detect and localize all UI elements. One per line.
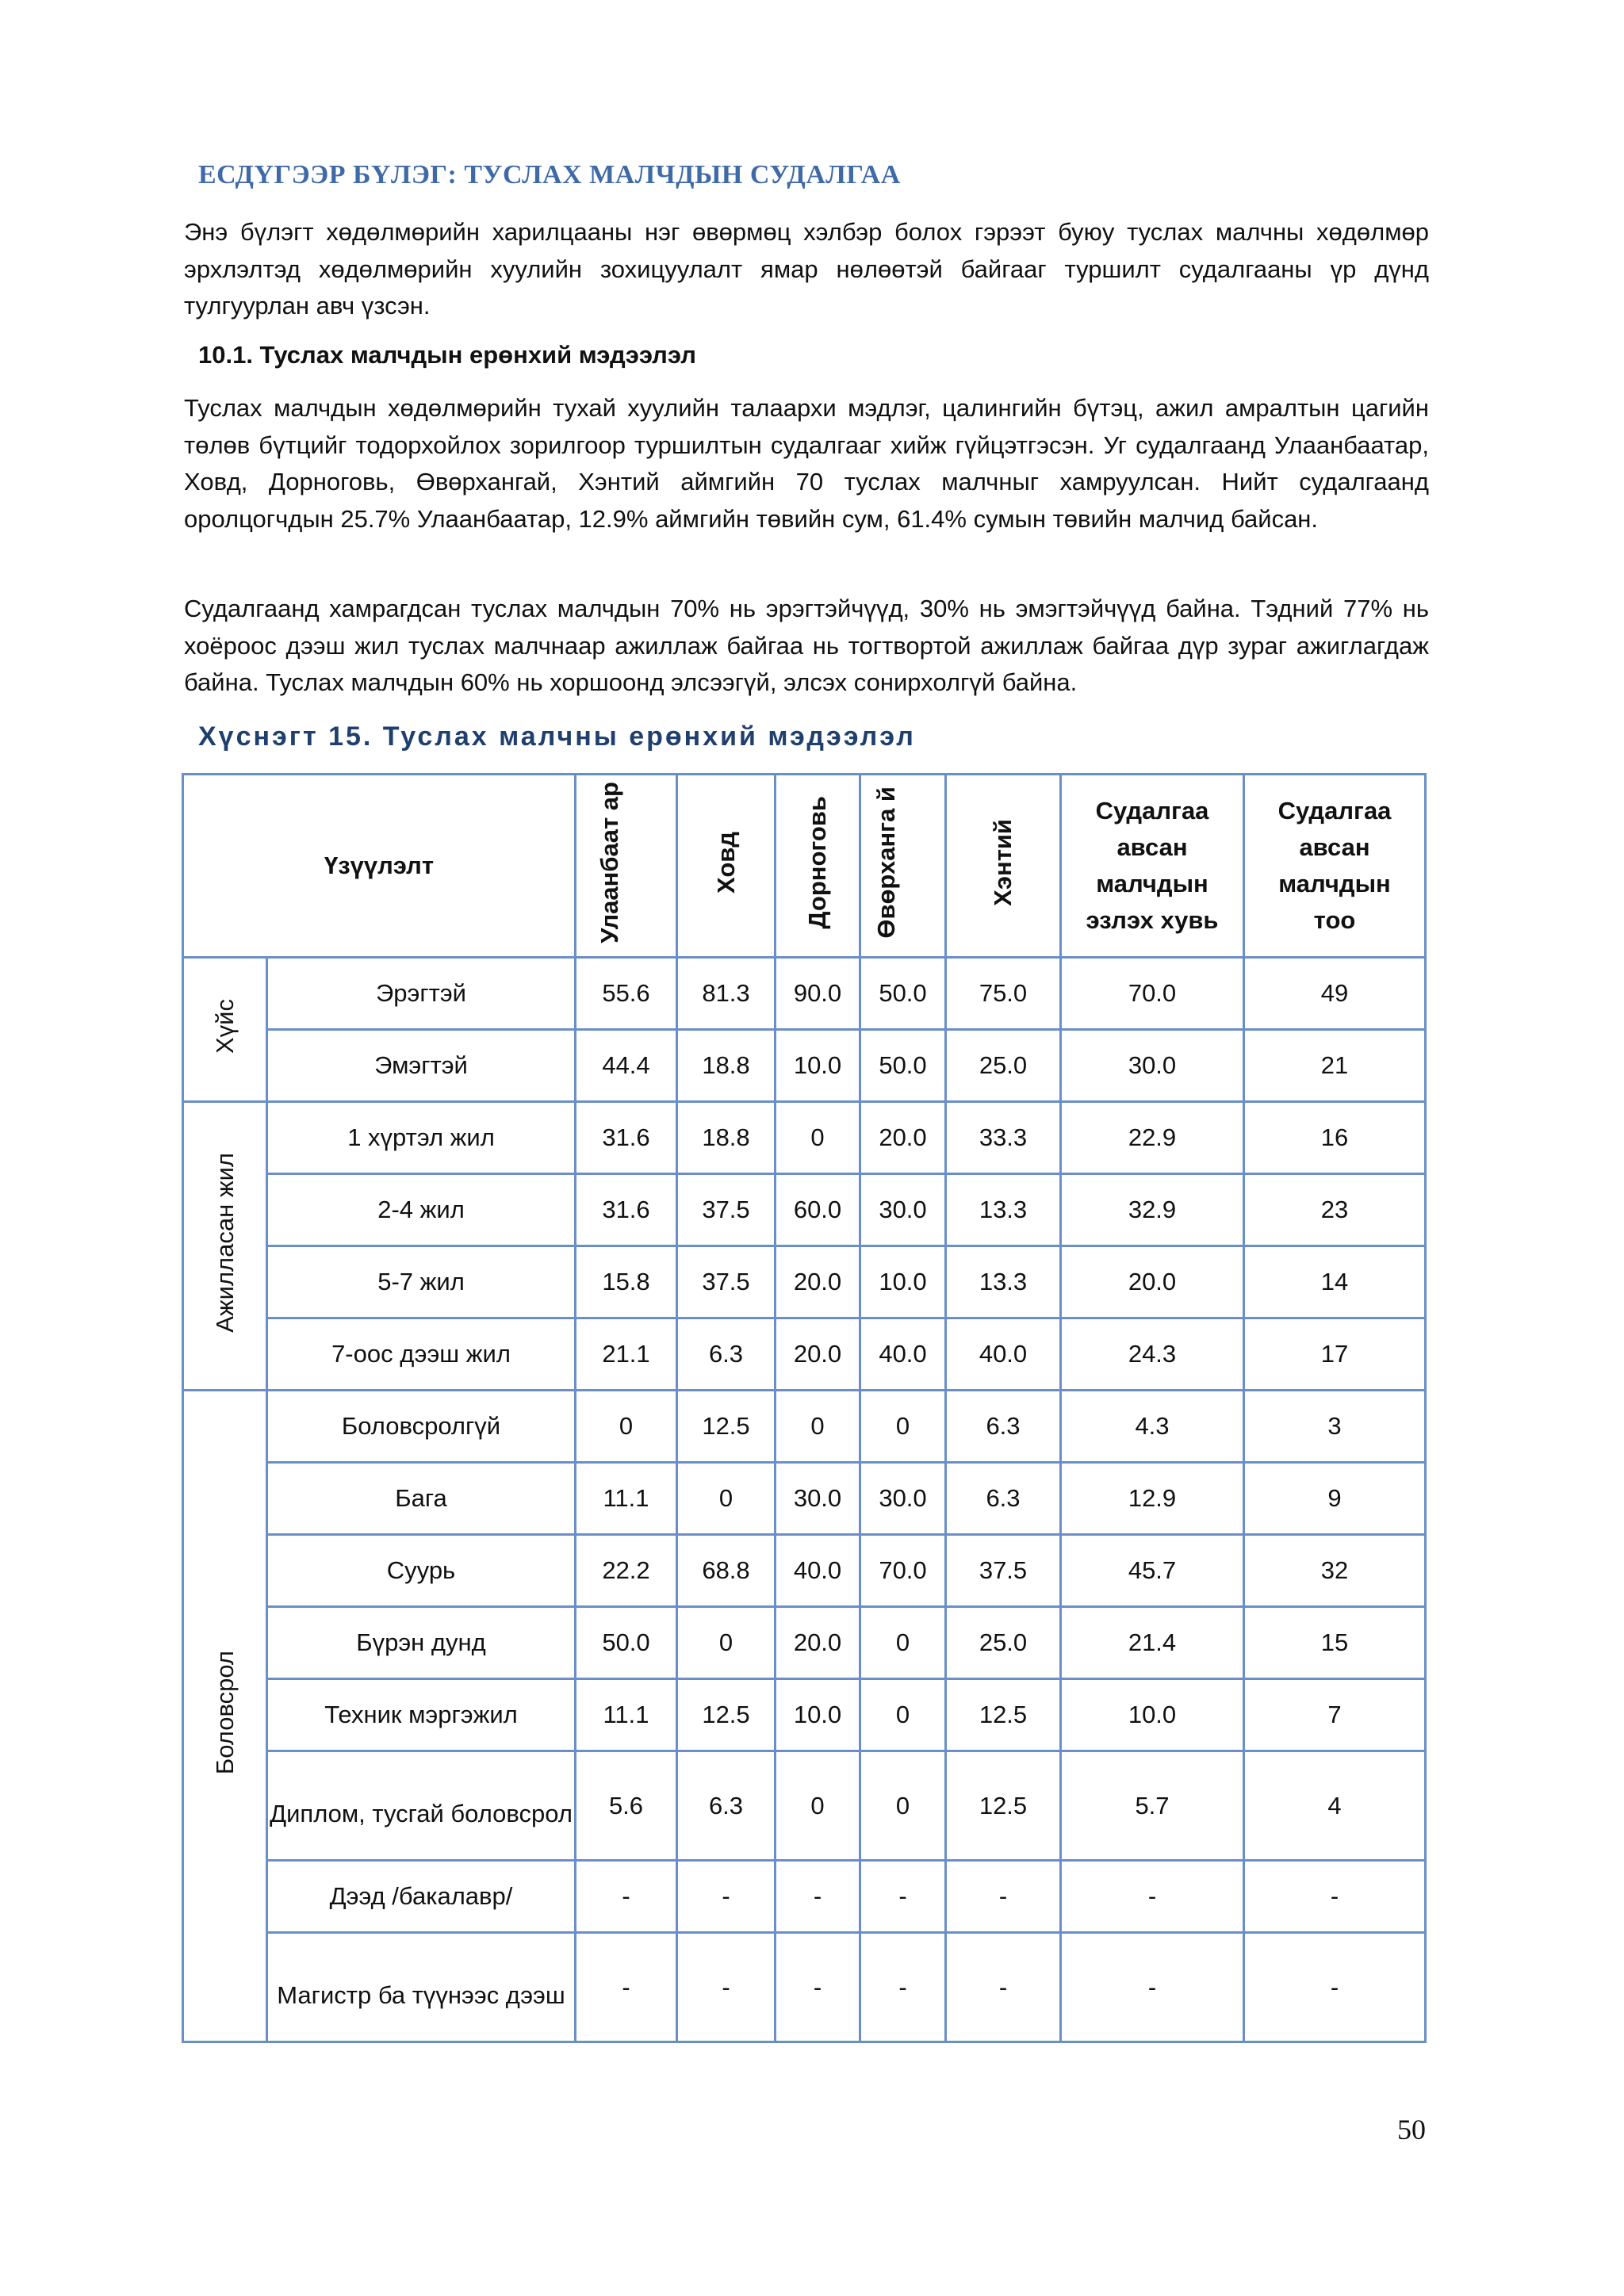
- cell-dornogovi: 30.0: [776, 1463, 860, 1535]
- header-ulaanbaatar: Улаанбаат ар: [576, 775, 677, 958]
- header-count: Судалгаа авсан малчдын тоо: [1244, 775, 1426, 958]
- cell-khentii: 40.0: [946, 1318, 1061, 1391]
- cell-khovd: 18.8: [677, 1102, 776, 1174]
- cell-ulaanbaatar: 50.0: [576, 1607, 677, 1679]
- row-label: Эмэгтэй: [267, 1030, 576, 1102]
- cell-khentii: 12.5: [946, 1751, 1061, 1861]
- cell-ulaanbaatar: -: [576, 1933, 677, 2042]
- intro-paragraph: Энэ бүлэгт хөдөлмөрийн харилцааны нэг өвөрмөц хэлбэр болох гэрээт буюу туслах малчны хөдөлмөр эрхлэлтэд хөдөлмөрийн хуулийн зохицуулалт ямар нөлөөтэй байгааг туршилт судалгааны үр дүнд тулгуурлан авч үзсэн.: [184, 218, 1429, 320]
- row-label: 5-7 жил: [267, 1246, 576, 1318]
- cell-khovd: 18.8: [677, 1030, 776, 1102]
- cell-khentii: 12.5: [946, 1679, 1061, 1751]
- cell-dornogovi: -: [776, 1861, 860, 1933]
- cell-share: 4.3: [1061, 1391, 1244, 1463]
- table-row: [183, 1174, 1426, 1246]
- cell-uvurkhangai: 0: [860, 1391, 946, 1463]
- cell-dornogovi: 20.0: [776, 1246, 860, 1318]
- cell-khentii: 25.0: [946, 1607, 1061, 1679]
- cell-khovd: 6.3: [677, 1751, 776, 1861]
- cell-count: 23: [1244, 1174, 1426, 1246]
- cell-ulaanbaatar: 15.8: [576, 1246, 677, 1318]
- cell-uvurkhangai: 20.0: [860, 1102, 946, 1174]
- table-row: [183, 958, 1426, 1030]
- cell-khentii: 25.0: [946, 1030, 1061, 1102]
- cell-share: 5.7: [1061, 1751, 1244, 1861]
- cell-uvurkhangai: 50.0: [860, 958, 946, 1030]
- cell-ulaanbaatar: -: [576, 1861, 677, 1933]
- cell-uvurkhangai: 0: [860, 1679, 946, 1751]
- header-share: Судалгаа авсан малчдын эзлэх хувь: [1061, 775, 1244, 958]
- cell-khentii: 33.3: [946, 1102, 1061, 1174]
- cell-dornogovi: 60.0: [776, 1174, 860, 1246]
- cell-uvurkhangai: 0: [860, 1751, 946, 1861]
- cell-count: -: [1244, 1861, 1426, 1933]
- cell-uvurkhangai: 70.0: [860, 1535, 946, 1607]
- cell-dornogovi: -: [776, 1933, 860, 2042]
- cell-share: 24.3: [1061, 1318, 1244, 1391]
- chapter-title: ЕСДҮГЭЭР БҮЛЭГ: ТУСЛАХ МАЛЧДЫН СУДАЛГАА: [198, 160, 901, 189]
- cell-ulaanbaatar: 55.6: [576, 958, 677, 1030]
- cell-share: 70.0: [1061, 958, 1244, 1030]
- table-row: [183, 1861, 1426, 1933]
- cell-khentii: 75.0: [946, 958, 1061, 1030]
- table-row: [183, 1535, 1426, 1607]
- cell-dornogovi: 90.0: [776, 958, 860, 1030]
- cell-ulaanbaatar: 5.6: [576, 1751, 677, 1861]
- cell-khentii: 6.3: [946, 1391, 1061, 1463]
- row-label: Магистр ба түүнээс дээш: [267, 1933, 576, 2042]
- row-label: 2-4 жил: [267, 1174, 576, 1246]
- cell-count: 16: [1244, 1102, 1426, 1174]
- header-uvurkhangai: Өвөрханга й: [860, 775, 946, 958]
- group-sex: Хүйс: [183, 958, 267, 1102]
- cell-dornogovi: 20.0: [776, 1318, 860, 1391]
- cell-khovd: 37.5: [677, 1174, 776, 1246]
- header-dornogovi: Дорноговь: [776, 775, 860, 958]
- cell-ulaanbaatar: 21.1: [576, 1318, 677, 1391]
- page-number: 50: [1397, 2114, 1426, 2145]
- group-education: Боловсрол: [183, 1391, 267, 2042]
- cell-share: -: [1061, 1933, 1244, 2042]
- cell-khentii: 13.3: [946, 1174, 1061, 1246]
- cell-share: 45.7: [1061, 1535, 1244, 1607]
- table-row: [183, 1679, 1426, 1751]
- cell-dornogovi: 0: [776, 1102, 860, 1174]
- cell-count: 21: [1244, 1030, 1426, 1102]
- table-row: [183, 1463, 1426, 1535]
- cell-ulaanbaatar: 22.2: [576, 1535, 677, 1607]
- table-caption: Хүснэгт 15. Туслах малчны ерөнхий мэдээлэл: [198, 721, 916, 752]
- cell-dornogovi: 10.0: [776, 1679, 860, 1751]
- cell-count: 3: [1244, 1391, 1426, 1463]
- herders-table: [182, 773, 1427, 2043]
- header-indicator: Үзүүлэлт: [183, 775, 576, 958]
- cell-uvurkhangai: 50.0: [860, 1030, 946, 1102]
- table-row: [183, 1607, 1426, 1679]
- row-label: Эрэгтэй: [267, 958, 576, 1030]
- table-row: [183, 1933, 1426, 2042]
- table-row: [183, 1102, 1426, 1174]
- row-label: Бүрэн дунд: [267, 1607, 576, 1679]
- cell-ulaanbaatar: 44.4: [576, 1030, 677, 1102]
- cell-dornogovi: 10.0: [776, 1030, 860, 1102]
- header-khovd: Ховд: [677, 775, 776, 958]
- cell-share: -: [1061, 1861, 1244, 1933]
- cell-khentii: 13.3: [946, 1246, 1061, 1318]
- cell-khovd: -: [677, 1933, 776, 2042]
- cell-uvurkhangai: -: [860, 1933, 946, 2042]
- group-years: Ажилласан жил: [183, 1102, 267, 1391]
- header-khentii: Хэнтий: [946, 775, 1061, 958]
- cell-dornogovi: 40.0: [776, 1535, 860, 1607]
- cell-count: 15: [1244, 1607, 1426, 1679]
- cell-khovd: 68.8: [677, 1535, 776, 1607]
- cell-ulaanbaatar: 0: [576, 1391, 677, 1463]
- cell-khovd: -: [677, 1861, 776, 1933]
- cell-uvurkhangai: 0: [860, 1607, 946, 1679]
- cell-dornogovi: 0: [776, 1751, 860, 1861]
- cell-khovd: 0: [677, 1607, 776, 1679]
- cell-uvurkhangai: 30.0: [860, 1174, 946, 1246]
- cell-uvurkhangai: 10.0: [860, 1246, 946, 1318]
- cell-count: 14: [1244, 1246, 1426, 1318]
- cell-share: 32.9: [1061, 1174, 1244, 1246]
- table-row: [183, 1246, 1426, 1318]
- cell-ulaanbaatar: 11.1: [576, 1679, 677, 1751]
- row-label: 7-оос дээш жил: [267, 1318, 576, 1391]
- cell-khovd: 12.5: [677, 1391, 776, 1463]
- table-row: [183, 1318, 1426, 1391]
- row-label: 1 хүртэл жил: [267, 1102, 576, 1174]
- cell-share: 30.0: [1061, 1030, 1244, 1102]
- cell-dornogovi: 20.0: [776, 1607, 860, 1679]
- cell-khovd: 37.5: [677, 1246, 776, 1318]
- row-label: Боловсролгүй: [267, 1391, 576, 1463]
- cell-uvurkhangai: 40.0: [860, 1318, 946, 1391]
- cell-share: 21.4: [1061, 1607, 1244, 1679]
- cell-ulaanbaatar: 31.6: [576, 1102, 677, 1174]
- cell-share: 22.9: [1061, 1102, 1244, 1174]
- cell-count: 9: [1244, 1463, 1426, 1535]
- row-label: Дээд /бакалавр/: [267, 1861, 576, 1933]
- cell-share: 10.0: [1061, 1679, 1244, 1751]
- cell-count: 49: [1244, 958, 1426, 1030]
- table-row: [183, 1751, 1426, 1861]
- cell-ulaanbaatar: 11.1: [576, 1463, 677, 1535]
- cell-share: 20.0: [1061, 1246, 1244, 1318]
- row-label: Диплом, тусгай боловсрол: [267, 1751, 576, 1861]
- table-row: [183, 1030, 1426, 1102]
- cell-khentii: 37.5: [946, 1535, 1061, 1607]
- cell-khovd: 81.3: [677, 958, 776, 1030]
- cell-count: 32: [1244, 1535, 1426, 1607]
- cell-khentii: -: [946, 1933, 1061, 2042]
- cell-uvurkhangai: 30.0: [860, 1463, 946, 1535]
- table-header-row: [183, 775, 1426, 958]
- cell-count: 4: [1244, 1751, 1426, 1861]
- cell-count: 17: [1244, 1318, 1426, 1391]
- cell-uvurkhangai: -: [860, 1861, 946, 1933]
- cell-khovd: 6.3: [677, 1318, 776, 1391]
- cell-khentii: 6.3: [946, 1463, 1061, 1535]
- cell-share: 12.9: [1061, 1463, 1244, 1535]
- row-label: Суурь: [267, 1535, 576, 1607]
- cell-khovd: 0: [677, 1463, 776, 1535]
- cell-khentii: -: [946, 1861, 1061, 1933]
- table-row: [183, 1391, 1426, 1463]
- cell-dornogovi: 0: [776, 1391, 860, 1463]
- cell-khovd: 12.5: [677, 1679, 776, 1751]
- cell-ulaanbaatar: 31.6: [576, 1174, 677, 1246]
- cell-count: 7: [1244, 1679, 1426, 1751]
- row-label: Бага: [267, 1463, 576, 1535]
- paragraph-1: Туслах малчдын хөдөлмөрийн тухай хуулийн талаархи мэдлэг, цалингийн бүтэц, ажил амралтын цагийн төлөв бүтцийг тодорхойлох зорилгоор туршилтын судалгааг хийж гүйцэтгэсэн. Уг судалгаанд Улаанбаатар, Ховд, Дорноговь, Өвөрхангай, Хэнтий аймгийн 70 туслах малчныг хамруулсан. Нийт судалгаанд оролцогчдын 25.7% Улаанбаатар, 12.9% аймгийн төвийн сум, 61.4% сумын төвийн малчид байсан.: [184, 394, 1429, 533]
- cell-count: -: [1244, 1933, 1426, 2042]
- section-title: 10.1. Туслах малчдын ерөнхий мэдээлэл: [198, 341, 696, 369]
- row-label: Техник мэргэжил: [267, 1679, 576, 1751]
- paragraph-2: Судалгаанд хамрагдсан туслах малчдын 70% нь эрэгтэйчүүд, 30% нь эмэгтэйчүүд байна. Тэдний 77% нь хоёроос дээш жил туслах малчнаар ажиллаж байгаа нь тогтвортой ажиллаж байгаа дүр зураг ажиглагдаж байна. Туслах малчдын 60% нь хоршоонд элсээгүй, элсэх сонирхолгүй байна.: [184, 595, 1429, 696]
